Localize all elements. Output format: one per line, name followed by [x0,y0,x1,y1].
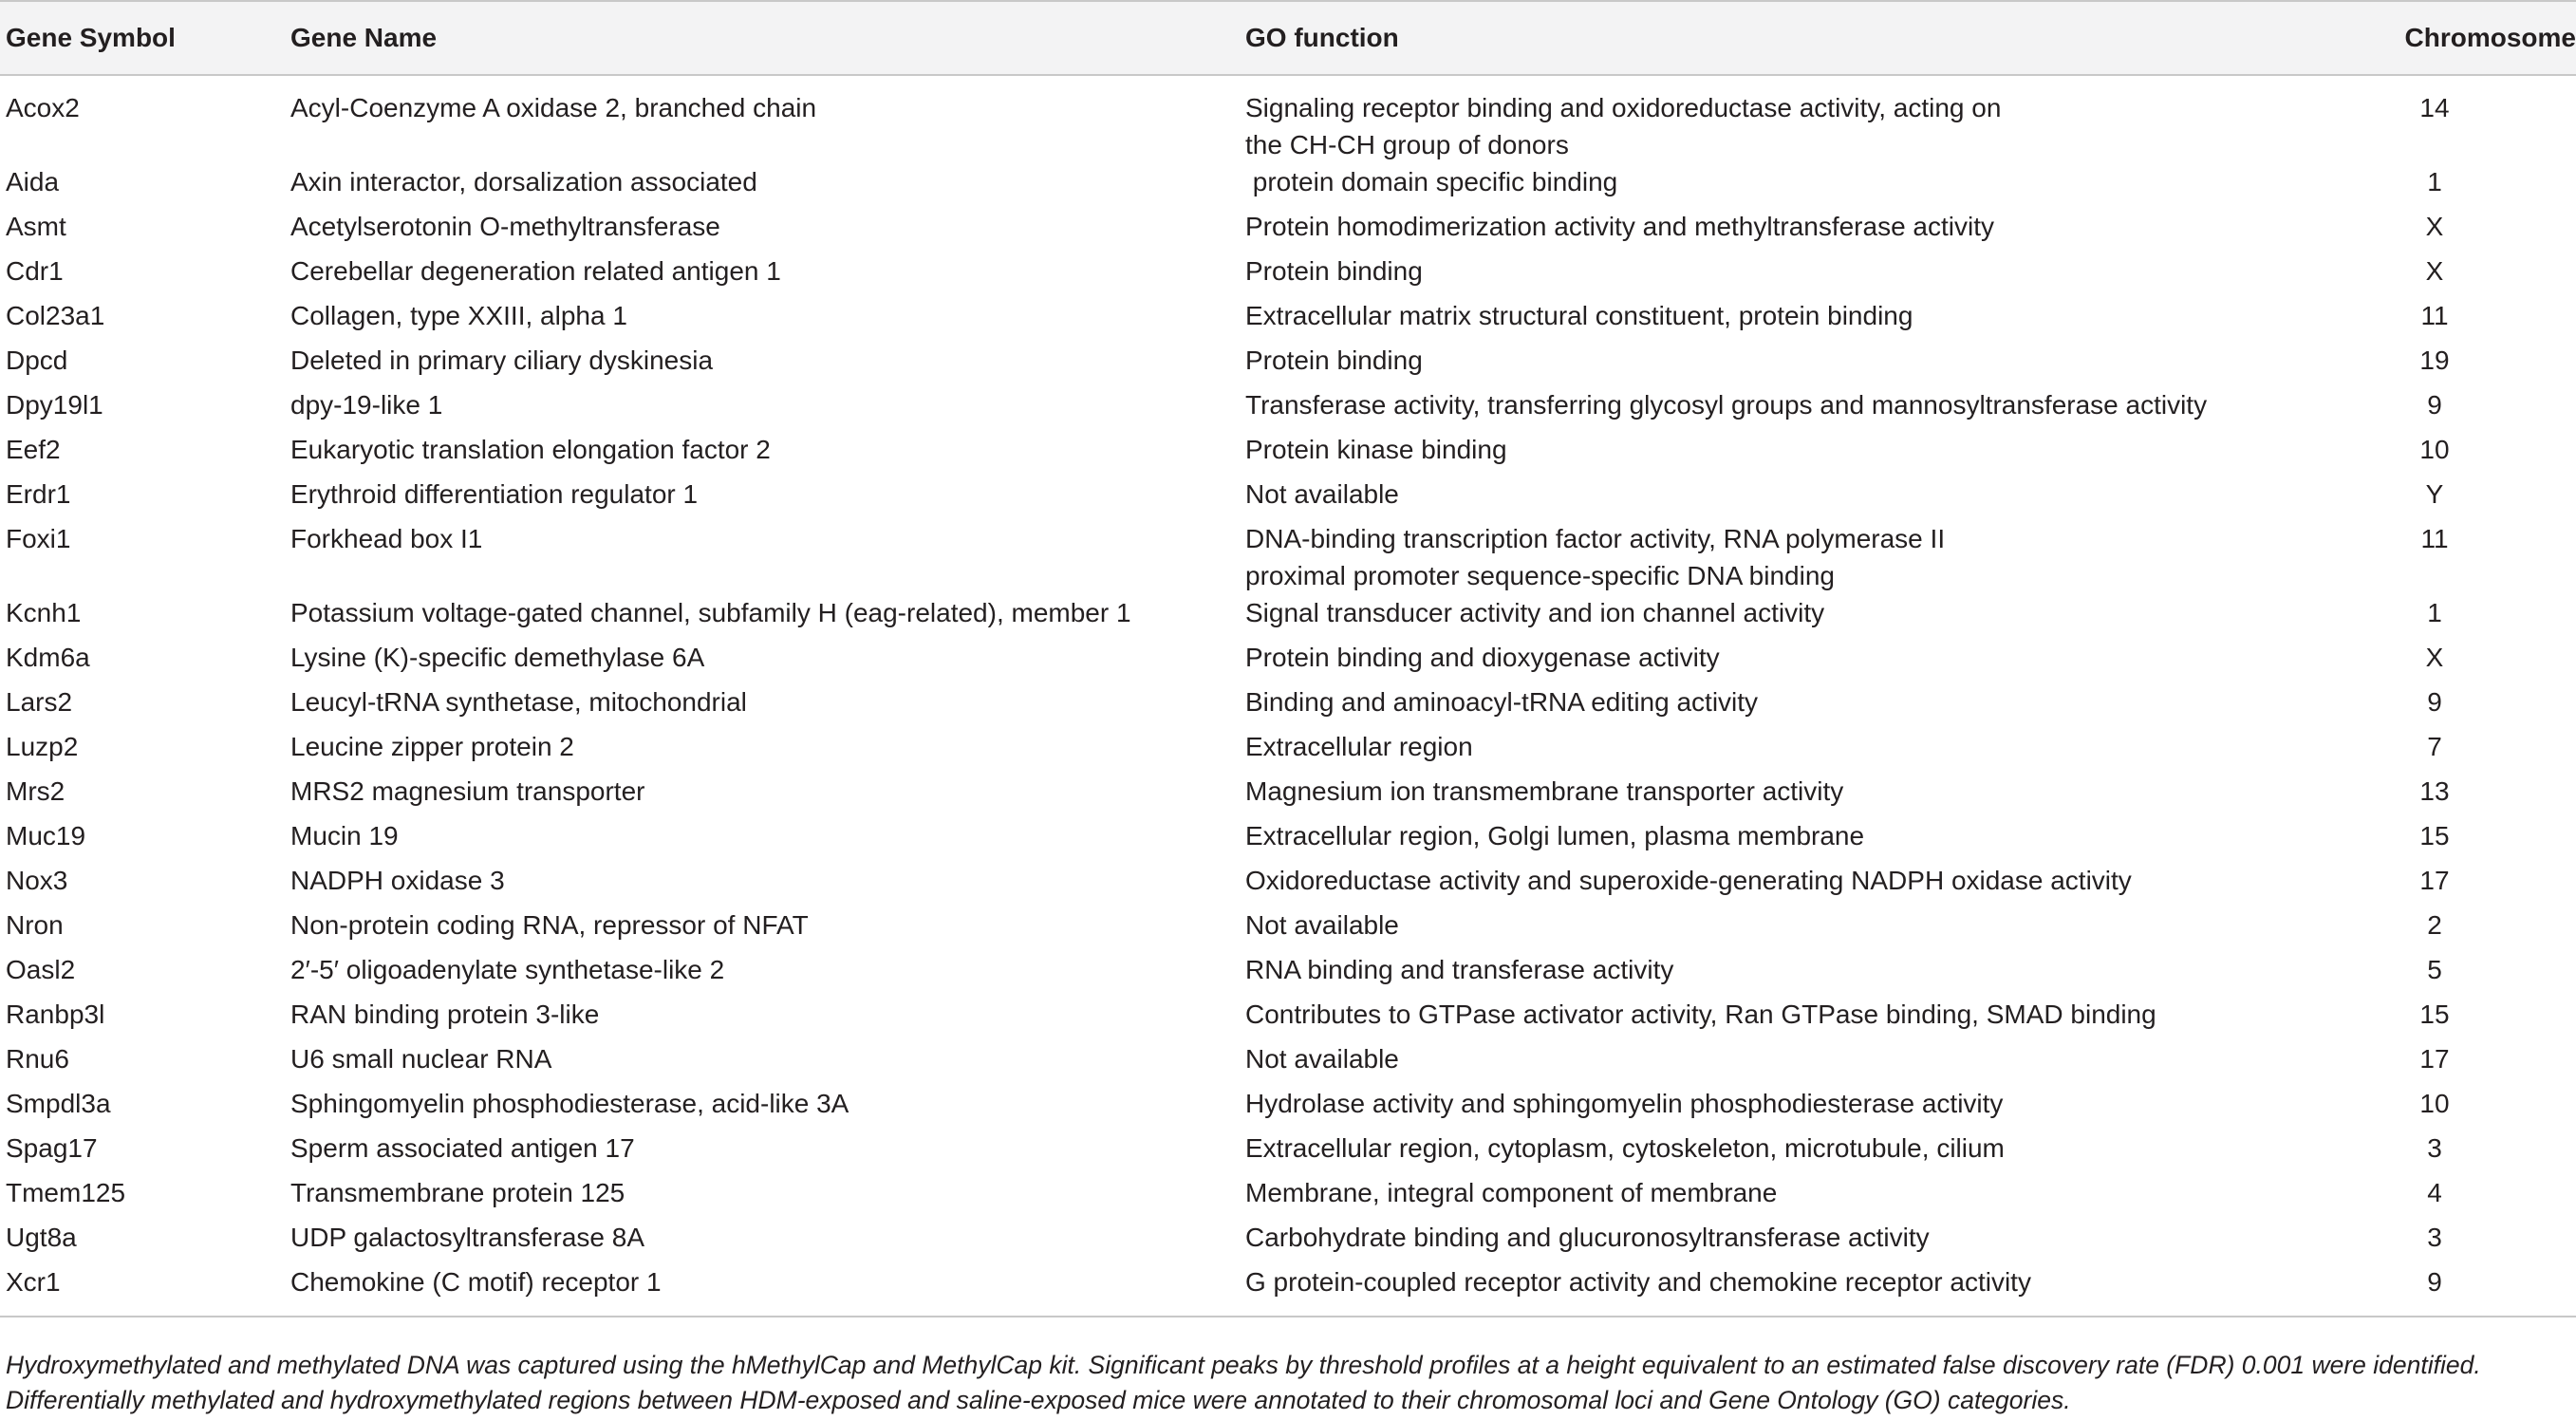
table-row [0,520,2576,594]
cell-gene-name: Erythroid differentiation regulator 1 [290,479,699,509]
cell-go-function: Membrane, integral component of membrane [1245,1178,1778,1207]
cell-gene-name: Potassium voltage-gated channel, subfamily H (eag-related), member 1 [290,598,1131,627]
cell-chromosome: 4 [2427,1178,2442,1207]
table-header [0,1,2576,75]
table-row [0,594,2576,639]
cell-gene-symbol: Nron [6,910,64,940]
cell-chromosome: X [2425,643,2444,672]
cell-gene-name: Cerebellar degeneration related antigen 1 [290,256,781,286]
cell-chromosome: Y [2425,479,2444,509]
cell-gene-symbol: Acox2 [6,93,80,122]
cell-gene-name: Chemokine (C motif) receptor 1 [285,1263,1240,1317]
cell-chromosome: 9 [2427,687,2442,717]
cell-chromosome: 3 [2427,1133,2442,1163]
cell-chromosome: 3 [2427,1223,2442,1252]
table-row [0,1040,2576,1085]
cell-chromosome: 10 [2419,1089,2450,1118]
cell-gene-symbol: Nox3 [6,866,68,895]
cell-chromosome: 17 [2419,1044,2450,1074]
cell-gene-symbol: Eef2 [6,435,61,464]
header-row [0,1,2576,75]
table-row [0,386,2576,431]
cell-go-function: Oxidoreductase activity and superoxide-generating NADPH oxidase activity [1245,866,2132,895]
cell-gene-symbol: Mrs2 [6,776,65,806]
cell-gene-symbol: Foxi1 [6,524,71,553]
header-gene-name: Gene Name [285,1,1240,75]
cell-gene-name: MRS2 magnesium transporter [290,776,645,806]
cell-gene-name: Sperm associated antigen 17 [290,1133,635,1163]
table-row [0,297,2576,342]
table-row [0,431,2576,476]
cell-chromosome: 17 [2419,866,2450,895]
cell-gene-symbol: Tmem125 [6,1178,126,1207]
cell-gene-name: Sphingomyelin phosphodiesterase, acid-like 3A [290,1089,849,1118]
cell-go-function: Signal transducer activity and ion channel activity [1245,598,1825,627]
cell-gene-symbol: Dpy19l1 [6,390,103,420]
cell-go-function: RNA binding and transferase activity [1245,955,1674,984]
table-row [0,252,2576,297]
cell-go-function: Signaling receptor binding and oxidoreductase activity, acting on the CH-CH group of donors [1245,93,2002,159]
cell-gene-name: Leucine zipper protein 2 [290,732,574,761]
cell-gene-symbol: Kcnh1 [6,598,82,627]
cell-go-function: Not available [1245,910,1399,940]
cell-gene-name: dpy-19-like 1 [290,390,443,420]
cell-gene-symbol: Asmt [6,212,66,241]
cell-go-function: Protein kinase binding [1245,435,1507,464]
table-row [0,683,2576,728]
cell-chromosome: 19 [2419,346,2450,375]
cell-gene-name: Non-protein coding RNA, repressor of NFAT [290,910,809,940]
cell-go-function: Hydrolase activity and sphingomyelin phosphodiesterase activity [1245,1089,2004,1118]
cell-gene-name: NADPH oxidase 3 [290,866,505,895]
cell-gene-name: Axin interactor, dorsalization associated [290,167,757,196]
cell-gene-symbol: Ugt8a [6,1223,77,1252]
cell-gene-symbol: Oasl2 [6,955,76,984]
cell-gene-symbol: Aida [6,167,60,196]
table-row [0,1219,2576,1263]
cell-go-function: Magnesium ion transmembrane transporter activity [1245,776,1844,806]
cell-chromosome: X [2425,256,2444,286]
cell-gene-name: Acetylserotonin O-methyltransferase [290,212,720,241]
cell-chromosome: 14 [2419,93,2450,122]
table-row [0,1263,2576,1317]
cell-gene-symbol: Luzp2 [6,732,79,761]
cell-chromosome: 11 [2420,301,2449,330]
cell-gene-name: Lysine (K)-specific demethylase 6A [290,643,705,672]
cell-go-function: Transferase activity, transferring glycosyl groups and mannosyltransferase activity [1245,390,2208,420]
header-gene-symbol: Gene Symbol [0,1,285,75]
cell-gene-symbol: Cdr1 [6,256,64,286]
table-row [0,728,2576,773]
cell-go-function: Extracellular region, Golgi lumen, plasma membrane [1245,821,1865,850]
cell-chromosome: 9 [2427,390,2442,420]
cell-gene-name: 2′-5′ oligoadenylate synthetase-like 2 [290,955,725,984]
cell-chromosome: 1 [2427,598,2442,627]
cell-gene-symbol: Muc19 [6,821,86,850]
table-footnote: Hydroxymethylated and methylated DNA was captured using the hMethylCap and MethylCap kit. Significant peaks by threshold profiles at a height equivalent to an estimated false discovery rate (FDR) 0.001 were identified. Differentially methylated and hydroxymethylated regions between HDM-exposed and saline-exposed mice were annotated to their chromosomal loci and Gene Ontology (GO) categories. [6,1351,2481,1414]
cell-chromosome: 10 [2419,435,2450,464]
cell-gene-symbol: Lars2 [6,687,73,717]
header-go-function: GO function [1240,1,2293,75]
cell-go-function: Protein binding [1245,256,1423,286]
cell-go-function: G protein-coupled receptor activity and chemokine receptor activity [1240,1263,2293,1317]
cell-go-function: Protein homodimerization activity and methyltransferase activity [1245,212,1995,241]
cell-go-function: protein domain specific binding [1245,167,1618,196]
cell-go-function: Not available [1245,479,1399,509]
cell-gene-symbol: Col23a1 [6,301,105,330]
header-chromosome: Chromosome [2293,1,2576,75]
table-row [0,476,2576,520]
cell-gene-name: U6 small nuclear RNA [290,1044,552,1074]
cell-chromosome: 15 [2419,821,2450,850]
table-row [0,1085,2576,1130]
cell-chromosome: 5 [2427,955,2442,984]
table-row [0,163,2576,208]
cell-gene-symbol: Xcr1 [0,1263,285,1317]
cell-go-function: Contributes to GTPase activator activity, Ran GTPase binding, SMAD binding [1245,1000,2156,1029]
cell-gene-symbol: Erdr1 [6,479,71,509]
cell-chromosome: X [2425,212,2444,241]
table-row [0,1174,2576,1219]
cell-gene-symbol: Smpdl3a [6,1089,111,1118]
table-row [0,906,2576,951]
cell-chromosome: 9 [2293,1263,2576,1317]
cell-gene-name: UDP galactosyltransferase 8A [290,1223,644,1252]
cell-chromosome: 7 [2427,732,2442,761]
cell-chromosome: 15 [2419,1000,2450,1029]
table-row [0,208,2576,252]
cell-go-function: Protein binding [1245,346,1423,375]
table-row [0,996,2576,1040]
cell-gene-name: Transmembrane protein 125 [290,1178,625,1207]
cell-gene-name: Collagen, type XXIII, alpha 1 [290,301,627,330]
table-row [0,817,2576,862]
cell-chromosome: 2 [2427,910,2442,940]
cell-go-function: Extracellular region [1245,732,1473,761]
cell-go-function: DNA-binding transcription factor activity, RNA polymerase II proximal promoter sequence-specific DNA binding [1245,524,1946,590]
table-row [0,342,2576,386]
table-row [0,951,2576,996]
cell-gene-name: Mucin 19 [290,821,399,850]
table-row [0,1130,2576,1174]
cell-go-function: Binding and aminoacyl-tRNA editing activity [1245,687,1759,717]
cell-gene-symbol: Kdm6a [6,643,90,672]
cell-go-function: Extracellular matrix structural constituent, protein binding [1245,301,1913,330]
cell-go-function: Carbohydrate binding and glucuronosyltransferase activity [1245,1223,1930,1252]
cell-go-function: Extracellular region, cytoplasm, cytoskeleton, microtubule, cilium [1245,1133,2005,1163]
cell-chromosome: 13 [2419,776,2450,806]
cell-go-function: Not available [1245,1044,1399,1074]
cell-gene-symbol: Rnu6 [6,1044,69,1074]
cell-gene-symbol: Dpcd [6,346,68,375]
cell-go-function: Protein binding and dioxygenase activity [1245,643,1720,672]
table-row [0,639,2576,683]
cell-chromosome: 11 [2420,524,2449,553]
cell-gene-name: Deleted in primary ciliary dyskinesia [290,346,714,375]
table-row [0,773,2576,817]
table-row [0,75,2576,163]
cell-gene-name: RAN binding protein 3-like [290,1000,600,1029]
cell-gene-symbol: Spag17 [6,1133,98,1163]
cell-gene-name: Forkhead box I1 [290,524,483,553]
cell-gene-name: Acyl-Coenzyme A oxidase 2, branched chain [290,93,817,122]
cell-gene-symbol: Ranbp3l [6,1000,105,1029]
cell-gene-name: Leucyl-tRNA synthetase, mitochondrial [290,687,747,717]
table-row [0,862,2576,906]
table-body [0,75,2576,1317]
cell-gene-name: Eukaryotic translation elongation factor 2 [290,435,771,464]
cell-chromosome: 1 [2427,167,2442,196]
